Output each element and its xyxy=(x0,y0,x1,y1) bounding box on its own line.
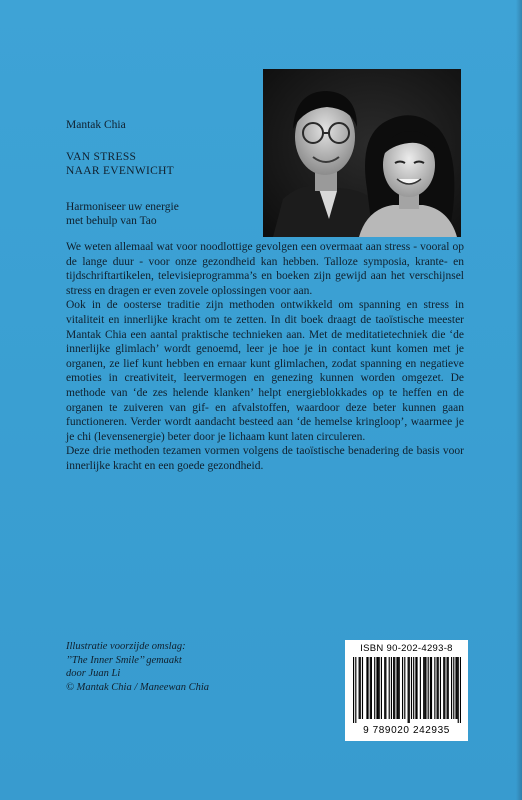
barcode-bar xyxy=(353,657,354,723)
barcode-bar xyxy=(374,657,375,719)
book-subtitle-line: Harmoniseer uw energie xyxy=(66,201,179,213)
barcode-bar xyxy=(430,657,431,719)
cover-spine-shadow xyxy=(516,0,522,800)
barcode-bar xyxy=(355,657,356,723)
barcode-bar xyxy=(391,657,392,719)
barcode-bar xyxy=(394,657,395,719)
barcode-bar xyxy=(424,657,425,719)
barcode-bar xyxy=(385,657,386,719)
barcode-bar xyxy=(438,657,439,719)
blurb-paragraph: Deze drie methoden tezamen vormen volgens de taoïstische benadering de basis voor innerlijke kracht en een goede gezondheid. xyxy=(66,445,464,472)
credit-line: ’’The Inner Smile’’ gemaakt xyxy=(66,654,182,666)
isbn-barcode-box xyxy=(345,640,468,741)
barcode-bar xyxy=(425,657,426,719)
book-subtitle xyxy=(66,200,179,228)
barcode-bar xyxy=(444,657,445,719)
barcode-bar xyxy=(448,657,449,719)
barcode-bar xyxy=(389,657,390,719)
book-title xyxy=(66,150,174,178)
credit-line: door Juan Li xyxy=(66,668,121,679)
credit-line: © Mantak Chia / Maneewan Chia xyxy=(66,681,210,693)
barcode-bar xyxy=(404,657,405,719)
barcode-bar xyxy=(437,657,438,719)
barcode-bar xyxy=(411,657,412,719)
barcode-bar xyxy=(362,657,363,719)
barcode xyxy=(353,657,461,723)
barcode-bar xyxy=(398,657,399,719)
barcode-bar xyxy=(367,657,368,719)
blurb-paragraph: We weten allemaal wat voor noodlottige gevolgen een overmaat aan stress - vooral op de lange duur - voor onze gezondheid kan hebben. Talloze symposia, krante- en tijdschriftartikelen, televisieprogramma’s en boeken zijn gewijd aan het verschijnsel stress en dragen er even zovele oplossingen voor aan. xyxy=(66,241,464,297)
barcode-bar xyxy=(453,657,454,719)
barcode-bar xyxy=(409,657,410,723)
author-name: Mantak Chia xyxy=(66,119,126,131)
barcode-bar xyxy=(360,657,361,719)
barcode-bar xyxy=(447,657,448,719)
barcode-bar xyxy=(396,657,397,719)
ean-number: 9 789020 242935 xyxy=(363,725,450,736)
barcode-bar xyxy=(420,657,421,719)
barcode-bar xyxy=(431,657,432,719)
book-title-line: VAN STRESS xyxy=(66,151,137,163)
book-title-line: NAAR EVENWICHT xyxy=(66,165,175,177)
barcode-bar xyxy=(415,657,416,719)
credit-line: Illustratie voorzijde omslag: xyxy=(66,641,186,652)
barcode-bar xyxy=(381,657,382,719)
barcode-bar xyxy=(393,657,394,719)
barcode-bar xyxy=(443,657,444,719)
barcode-bar xyxy=(370,657,371,719)
isbn-number: ISBN 90-202-4293-8 xyxy=(360,643,453,654)
barcode-bar xyxy=(413,657,414,719)
barcode-bar xyxy=(423,657,424,719)
barcode-bar xyxy=(428,657,429,719)
blurb-paragraph: Ook in de oosterse traditie zijn methoden ontwikkeld om spanning en stress in vitaliteit en innerlijke kracht om te zetten. In dit boek draagt de taoïstische meester Mantak Chia een aantal praktische technieken aan. Met de meditatietechniek die ‘de innerlijke glimlach’ wordt genoemd, leer je hoe je in contact kunt komen met je organen, ze lief kunt hebben en ernaar kunt glimlachen, zodat spanning en negatieve emoties in creativiteit, leervermogen en genezing kunnen worden omgezet. De methode van ‘de zes helende klanken’ helpt energieblokkades op te heffen en de organen te zuiveren van gif- en afvalstoffen, waardoor deze beter kunnen gaan functioneren. Verder wordt aandacht besteed aan ‘de hemelse kringloop’, waarmee je je chi (levensenergie) beter door je lichaam kunt laten circuleren. xyxy=(66,299,464,443)
barcode-bar xyxy=(434,657,435,719)
barcode-bar xyxy=(416,657,417,719)
barcode-bar xyxy=(371,657,372,719)
barcode-bar xyxy=(408,657,409,723)
barcode-bar xyxy=(399,657,400,719)
barcode-bar xyxy=(359,657,360,719)
barcode-bar xyxy=(451,657,452,719)
blurb-text xyxy=(66,240,464,474)
barcode-bar xyxy=(379,657,380,719)
author-photo xyxy=(263,69,461,237)
barcode-bar xyxy=(455,657,456,719)
barcode-bar xyxy=(460,657,461,723)
illustration-credit xyxy=(66,640,209,694)
barcode-bar xyxy=(402,657,403,719)
barcode-bar xyxy=(377,657,378,719)
barcode-bar xyxy=(376,657,377,719)
book-subtitle-line: met behulp van Tao xyxy=(66,215,157,227)
barcode-bar xyxy=(440,657,441,719)
barcode-bar xyxy=(384,657,385,719)
barcode-bar xyxy=(366,657,367,719)
barcode-bar xyxy=(458,657,459,723)
barcode-bar xyxy=(457,657,458,719)
